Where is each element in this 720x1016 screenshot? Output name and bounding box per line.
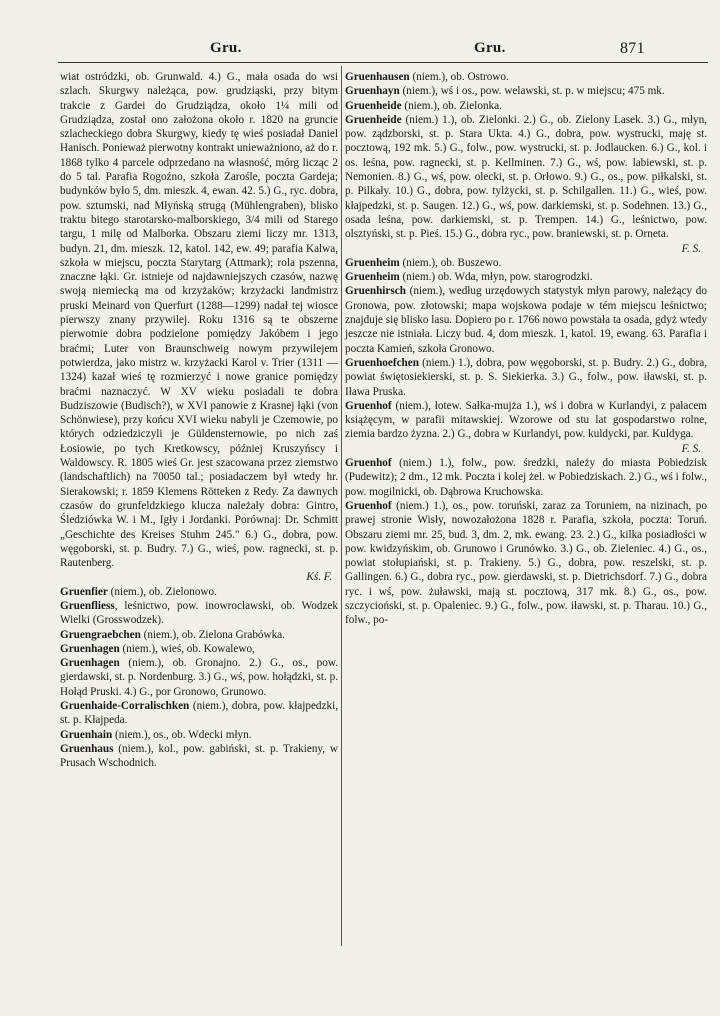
entry-headword: Gruenheim [345,256,400,269]
entry-text: (niem.), ob. Buszewo. [399,256,502,269]
entry-text: (niem.), ob. Ostrowo. [409,71,509,83]
dictionary-entry [345,356,707,399]
dictionary-entry [60,599,338,628]
entry-headword: Gruenhayn [345,85,400,98]
entry-headword: Gruenhagen [60,642,120,655]
entry-text: (niem.), ob. Gronajno. 2.) G., os., pow. gierdawski, st. p. Nordenburg. 3.) G., wś, pow. hołądzki, st. p. Hołąd Pruski. 4.) G., por Gronowo, Grunowo. [60,657,338,698]
dictionary-entry [60,70,338,585]
entry-headword: Gruengraebchen [60,628,141,641]
entry-headword: Gruenhaus [60,742,114,755]
entry-text: (niem.), ob. Zielona Grabówka. [140,628,285,641]
dictionary-entry [345,499,707,628]
entry-headword: Gruenhof [345,457,392,470]
author-signature: F. S. [681,242,701,255]
dictionary-entry [60,728,338,742]
entry-text: (niem.), łotew. Sałka-mujża 1.), wś i dobra w Kurlandyi, z pałacem książęcym, w parafii mitawskiej. Wzorowe od stu lat gospodarstwo rolne, ziemia bardzo żyzna. 2.) G., dobra w Kurlandyi, pow. kuldycki, par. Kuldyga. [345,399,707,441]
dictionary-entry [345,84,707,98]
dictionary-entry [345,70,707,84]
dictionary-entry [60,585,338,599]
dictionary-entry [60,699,338,728]
entry-headword: Gruenfier [60,585,108,598]
entry-headword: Gruenheide [345,99,402,112]
author-signature: Kś. F. [306,571,332,584]
entry-text: (niem.), kol., pow. gabiński, st. p. Trakieny, w Prusach Wschodnich. [60,742,338,770]
entry-text: wiat ostródzki, ob. Grunwald. 4.) G., mała osada do wsi szlach. Skurgwy należąca, pow. grudziąski, przy bitym trakcie z Gardei do Grudziądza, około 1¼ mili od Grudziądza, został ono założona około r. 1820 na gruncie szlacheckiego dobra Skurgwy, kiedy tę wieś posiadał Daniel Hanisch. Ponieważ pierwotny kontrakt unieważniono, aż do r. 1868 tylko 4 parcele odprzedano na własność, mórg licząc 2 do 5 tal. Parafia Rogoźno, szkoła Zarośle, poczta Gardeja; budynków było 5, dm. mieszk. 4, ewan. 42. 5.) G., ryc. dobra, pow. sztumski, nad Młyńską strugą (Mühlengraben), blisko traktu bitego starotarsko-malborskiego, 3/4 mili od Starego targu, 1 milę od Malborka. Obszaru ziemi liczy mr. 1313, budyn. 21, dm. mieszk. 12, katol. 142, ew. 49; parafia Kalwa, szkoła w miejscu, poczta Starytarg (Attmark); rola pszenna, znaczne łąki. Gr. istnieje od najdawniejszych czasów, nazwę swoją niemiecką ma od krzyżaków; krzyżacki landmistrz pruski Meinard von Querfurt (1288—1299) nadał tej wiosce pierwszy znany przywilej. Roku 1316 są te obszerne pierwotnie dobra podzielone pomiędzy Jakóbem i jego braćmi; Luter von Braunschweig nowym przywilejem potwierdza, jako mistrz w. krzyżacki Karol v. Trier (1311 — 1324) kazał wieś tę rozmierzyć i nowe granice pomiędzy braćmi naznaczyć. W XV wieku posiadali te dobra Budziszowie (Budisch?), w XVI panowie z Krasnej łąki (von Schönwiese), przy końcu XVI wieku nabyli je Czemowie, po których odziedziczyli je Güldensternowie, po nich zaś Łosiowie, po tych Kretkowscy, później Kruszyńscy i Waldowscy. R. 1805 wieś Gr. jest szacowana przez ziemstwo (landschaftlich) na 70050 tal.; posiadaczem był wtedy hr. Sierakowski; r. 1859 Klemens Rötteken z Redy. Za dawnych czasów do grunfeldzkiego klucza należały dobra: Gintro, Śledziówka W. i M., Igły i Jordanki. Porównaj: Dr. Schmitt „Geschichte des Kreises Stuhm 245." 6.) G., dobra, pow. węgoborski, st. p. Budry. 7.) G., wieś, pow. ragnecki, st. p. Rautenberg. [60,71,338,570]
dictionary-entry [345,113,707,256]
entry-text: (niem.) 1.), dobra, pow węgoborski, st. p. Budry. 2.) G., dobra, powiat świętosiekierski, st. p. S. Siekierka. 3.) G., folw., pow. iławski, st. p. Iława Pruska. [345,356,707,398]
left-column [60,70,338,771]
entry-text: (niem.), według urzędowych statystyk młyn parowy, należący do Gronowa, pow. złotowski; mapa wojskowa podaje w tém miejscu leśnictwo; znajduje się blisko lasu. Dopiero po r. 1766 nowo powstała ta osada, gdyż wtedy jeszcze nie istniała. Liczy bud. 4, dom mieszk. 1, katol. 19, ewang. 63. Parafia i poczta Kamień, szkoła Gronowo. [345,285,707,355]
right-column [345,70,707,628]
dictionary-entry [60,642,338,656]
entry-text: (niem.) 1.), folw., pow. średzki, należy do miasta Pobiedzisk (Pudewitz); 2 dm., 12 mk. Poczta i kolej żel. w Pobiedziskach. 2.) G., wś i folw., pow. mogilnicki, ob. Dąbrowa Kruchowska. [345,457,707,498]
dictionary-entry [60,628,338,642]
column-divider [341,66,342,946]
entry-headword: Gruenhirsch [345,285,406,298]
entry-text: (niem.) 1.), os., pow. toruński, zaraz za Toruniem, na nizinach, po prawej stronie Wisły, nowozałożona 1828 r. Parafia, szkoła, poczta: Toruń. Obszaru ziemi mr. 25, bud. 3, dm. 2, mk. ewang. 23. 2.) G., kilka posiadłości w pow. kwidzyńskim, ob. Grunowo i Grunówko. 3.) G., ob. Zieleniec. 4.) G., os., powiat stołupiański, st. p. Trakieny. 5.) G., dobra, pow. reszelski, st. p. Gallingen. 6.) G., dobra ryc., pow. gierdawski, st. p. Dietrichsdorf. 7.) G., dobra ryc. i wś, pow. żuławski, mają st. pocztową, 317 mk. 8.) G., os., pow. szczycioński, st. p. Opaleniec. 9.) G., folw., pow. iławski, st. p. Tharau. 10.) G., folw., po- [345,499,707,627]
header-rule [58,62,708,63]
running-head-left: Gru. [210,40,242,56]
entry-text: , leśnictwo, pow. inowrocławski, ob. Wodzek Wielki (Grosswodzek). [60,599,338,627]
dictionary-entry [345,270,707,284]
entry-text: (niem.), ob. Zielonowo. [107,585,217,598]
entry-headword: Gruenhagen [60,657,120,670]
entry-text: (niem.), os., ob. Wdecki młyn. [112,728,252,741]
entry-text: (niem.), wś i os., pow. welawski, st. p. w miejscu; 475 mk. [399,85,665,98]
entry-headword: Gruenheide [345,113,402,126]
entry-headword: Gruenhof [345,399,392,412]
entry-headword: Gruenheim [345,271,400,284]
dictionary-entry [345,256,707,270]
entry-text: (niem.) ob. Wda, młyn, pow. starogrodzki. [399,271,593,284]
entry-headword: Gruenhain [60,728,113,741]
entry-text: (niem.) 1.), ob. Zielonki. 2.) G., ob. Zielony Lasek. 3.) G., młyn, pow. ządzborski, st. p. Stara Ukta. 4.) G., dobra, pow. wystrucki, maję st. pocztową, 192 mk. 5.) G., folw., pow. wystrucki, st. p. Jodlaucken. 6.) G., kol. i os. leśna, pow. ragnecki, st. p. Kellminen. 7.) G., wś, pow. labiewski, st. p. Nemonien. 8.) G., wś, pow. olecki, st. p. Orłowo. 9.) G., os., pow. piłkalski, st. p. Pilkały. 10.) G., dobra, pow. tylżycki, st. p. Schilgallen. 11.) G., wieś, pow. kłajpedzki, st. p. Saugen. 12.) G., wś, pow. darkiemski, st. p. Sodehnen. 13.) G., osada leśna, pow. darkiemski, st. p. Trempen. 14.) G., leśnictwo, pow. olsztyński, st. p. Pieś. 15.) G., dobra ryc., pow. braniewski, st. p. Orneta. [345,113,707,241]
entry-headword: Gruenhausen [345,71,410,83]
entry-headword: Gruenfliess [60,599,115,612]
page-number: 871 [620,40,645,57]
dictionary-entry [345,399,707,456]
dictionary-entry [345,99,707,113]
running-head-center: Gru. [474,40,506,56]
entry-headword: Gruenhof [345,499,392,512]
dictionary-entry [60,656,338,699]
dictionary-entry [345,456,707,499]
dictionary-entry [60,742,338,771]
entry-text: (niem.), dobra, pow. kłajpedzki, st. p. Kłajpeda. [60,700,338,727]
entry-text: (niem.), wieś, ob. Kowalewo, [119,642,255,655]
dictionary-entry [345,284,707,355]
entry-text: (niem.), ob. Zielonka. [401,99,502,112]
entry-headword: Gruenhoefchen [345,356,419,369]
author-signature: F. S. [681,442,701,455]
entry-headword: Gruenhaide-Corralischken [60,700,190,713]
